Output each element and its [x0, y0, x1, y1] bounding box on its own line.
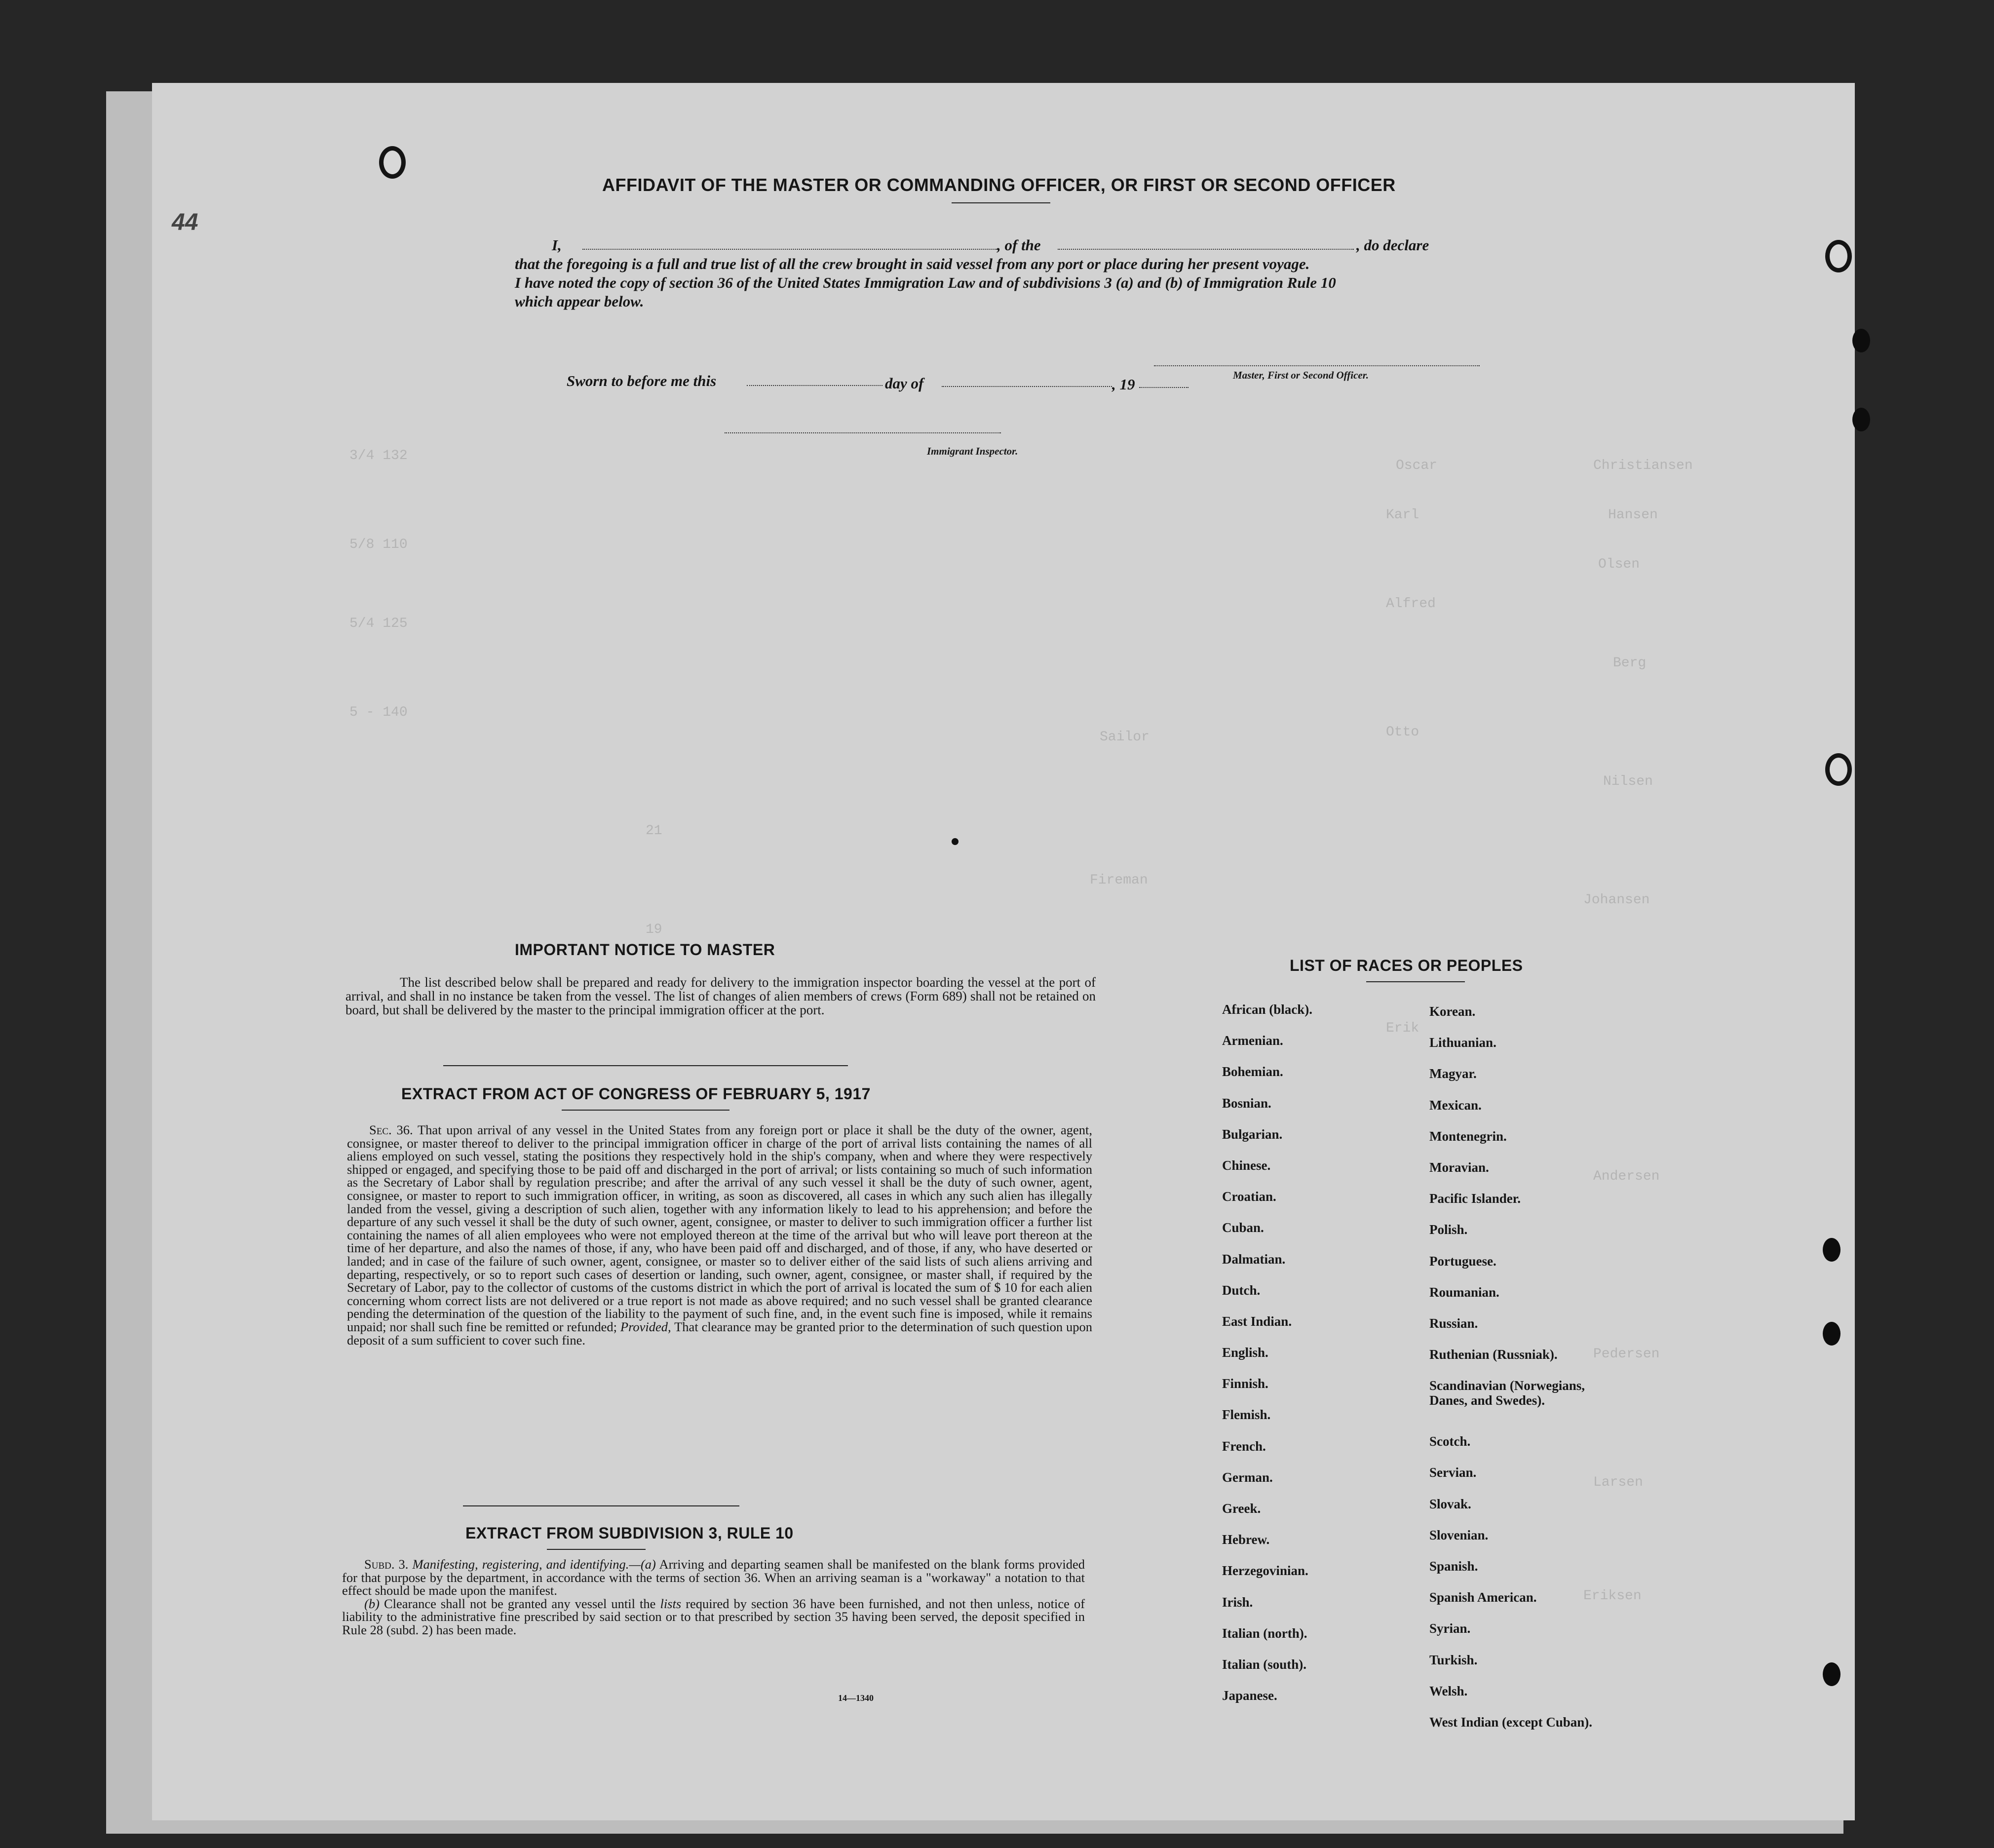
- sworn-prefix: Sworn to before me this: [567, 372, 717, 389]
- race-item: Armenian.: [1222, 1033, 1283, 1048]
- race-item: Bohemian.: [1222, 1064, 1283, 1079]
- affidavit-title: AFFIDAVIT OF THE MASTER OR COMMANDING OFFICER, OR FIRST OR SECOND OFFICER: [602, 175, 1396, 195]
- race-item: Italian (north).: [1222, 1625, 1307, 1641]
- declaration-i: I,: [552, 236, 562, 254]
- part-b-text-1: Clearance shall not be granted any vessel until the: [383, 1596, 656, 1611]
- divider: [463, 1505, 739, 1506]
- race-item: Pacific Islander.: [1429, 1191, 1521, 1206]
- section-36-text: That upon arrival of any vessel in the United States from any foreign port or place it shall be the duty of the owner, agent, consignee, or master thereof to deliver to the principal immigration officer in charge of the port of arrival lists containing the names of all aliens employed on such vessel, stating the positions they respectively hold in the ship's company, when and where they were respectively shipped or engaged, and specifying those to be paid off and discharged in the port of arrival; or lists containing so much of such information as the Secretary of Labor shall by regulation prescribe; and after the arrival of any such vessel it shall be the duty of such owner, agent, consignee, or master to report to such immigration officer, in writing, as soon as discovered, all cases in which any such alien has illegally landed from the vessel, giving a description of such alien, together with any information likely to lead to his apprehension; and before the departure of any such vessel it shall be the duty of such owner, agent, consignee, or master to deliver to such immigration officer a further list containing the names of all alien employees who were not employed thereon at the time of the arrival but who will leave port thereon at the time of her departure, and also the names of those, if any, who have been paid off and discharged, and of those, if any, who have deserted or landed; and in case of the failure of such owner, agent, consignee, or master so to deliver either of the said lists of such aliens arriving and departing, respectively, or so to report such cases of desertion or landing, such owner, agent, consignee, or master shall, if required by the Secretary of Labor, pay to the collector of customs of the customs district in which the port of arrival is located the sum of $ 10 for each alien concerning whom correct lists are not delivered or a true report is not made as above required; and no such vessel shall be granted clearance pending the determination of the question of the liability to the payment of such fine, and, in the event such fine is imposed, while it remains unpaid; nor shall such fine be remitted or refunded;: [347, 1122, 1092, 1334]
- declaration-of-the: , of the: [997, 236, 1041, 254]
- race-item: Portuguese.: [1429, 1253, 1496, 1269]
- race-item: Polish.: [1429, 1222, 1468, 1237]
- subdivision-heading: Manifesting, registering, and identifying.: [412, 1557, 629, 1572]
- race-item: Chinese.: [1222, 1157, 1271, 1173]
- section-label: Sec. 36.: [369, 1122, 413, 1137]
- race-item: Flemish.: [1222, 1407, 1271, 1423]
- divider: [547, 1549, 646, 1550]
- sworn-day-blank[interactable]: [747, 385, 882, 386]
- declaration-line-3: I have noted the copy of section 36 of the United States Immigration Law and of subdivisions 3 (a) and (b) of Immigration Rule 10: [515, 274, 1336, 291]
- divider: [952, 202, 1050, 203]
- sworn-month-blank[interactable]: [942, 386, 1112, 387]
- race-item: East Indian.: [1222, 1313, 1292, 1329]
- part-b-text-2: required by section 36 have been furnished, and not then unless, notice of liability to the administrative fine prescribed by said section or to that prescribed by section 35 having been served, the deposit specified in Rule 28 (subd. 2) has been made.: [342, 1596, 1085, 1637]
- divider: [443, 1065, 848, 1066]
- punch-hole: [379, 146, 406, 179]
- notice-title: IMPORTANT NOTICE TO MASTER: [515, 941, 775, 959]
- punch-hole: [1823, 1238, 1841, 1262]
- race-item: Scotch.: [1429, 1434, 1471, 1449]
- race-item: African (black).: [1222, 1002, 1312, 1017]
- race-item: Dutch.: [1222, 1282, 1261, 1298]
- sworn-year-blank[interactable]: [1139, 387, 1189, 388]
- margin-note: 44: [172, 209, 198, 235]
- name-blank[interactable]: [582, 249, 997, 250]
- race-item: Ruthenian (Russniak).: [1429, 1347, 1558, 1362]
- race-item: Roumanian.: [1429, 1284, 1499, 1300]
- race-item: Greek.: [1222, 1501, 1261, 1516]
- punch-hole: [1823, 1322, 1841, 1346]
- master-caption: Master, First or Second Officer.: [1233, 369, 1369, 381]
- race-item: Russian.: [1429, 1315, 1478, 1331]
- inspector-signature-blank[interactable]: [725, 432, 1001, 433]
- sworn-day-of: day of: [885, 375, 924, 392]
- ink-dot: [952, 838, 959, 845]
- rule-extract-title: EXTRACT FROM SUBDIVISION 3, RULE 10: [465, 1524, 794, 1542]
- race-item: Welsh.: [1429, 1683, 1468, 1698]
- race-item: Mexican.: [1429, 1097, 1482, 1113]
- race-item: Bosnian.: [1222, 1095, 1271, 1111]
- race-item: Herzegovinian.: [1222, 1563, 1308, 1578]
- race-item: Dalmatian.: [1222, 1251, 1286, 1267]
- races-left-column: [1222, 1002, 1312, 1719]
- races-right-column: [1429, 1004, 1607, 1746]
- part-a-label: —(a): [629, 1557, 656, 1572]
- race-item: Bulgarian.: [1222, 1126, 1283, 1142]
- part-a-text: Arriving and departing seamen shall be manifested on the blank forms provided for that purpose by the department, in accordance with the terms of section 36. When an arriving seaman is a "workaway" a notation to that effect should be made upon the manifest.: [342, 1557, 1085, 1598]
- notice-text: The list described below shall be prepared and ready for delivery to the immigration inspector boarding the vessel at the port of arrival, and shall in no instance be taken from the vessel. The list of changes of alien members of crews (Form 689) shall not be retained on board, but shall be delivered by the master to the principal immigration officer at the port.: [345, 975, 1096, 1017]
- race-item: Servian.: [1429, 1465, 1477, 1480]
- act-extract-text: [347, 1123, 1092, 1347]
- race-item: Slovak.: [1429, 1496, 1471, 1511]
- race-item: Italian (south).: [1222, 1656, 1307, 1672]
- subdivision-label: Subd. 3.: [364, 1557, 409, 1572]
- race-item: West Indian (except Cuban).: [1429, 1714, 1593, 1730]
- races-title: LIST OF RACES OR PEOPLES: [1290, 957, 1523, 974]
- divider: [562, 1110, 729, 1111]
- race-item: Lithuanian.: [1429, 1035, 1496, 1050]
- section-36-proviso: That clearance may be granted prior to the determination of such question upon deposit of a sum sufficient to cover such fine.: [347, 1319, 1093, 1348]
- provided-label: Provided,: [620, 1319, 671, 1334]
- vessel-blank[interactable]: [1058, 249, 1354, 250]
- punch-hole: [1823, 1662, 1841, 1686]
- form-number: 14—1340: [838, 1693, 874, 1703]
- sworn-year: , 19: [1112, 376, 1135, 393]
- race-item: Korean.: [1429, 1004, 1476, 1019]
- part-b-lists: lists: [660, 1596, 682, 1611]
- race-item: Syrian.: [1429, 1621, 1471, 1636]
- race-item: Scandinavian (Norwegians, Danes, and Swedes).: [1429, 1378, 1585, 1408]
- race-item: Spanish American.: [1429, 1590, 1537, 1605]
- race-item: French.: [1222, 1438, 1266, 1454]
- race-item: Finnish.: [1222, 1376, 1268, 1391]
- punch-hole: [1852, 408, 1870, 431]
- act-extract-title: EXTRACT FROM ACT OF CONGRESS OF FEBRUARY 5, 1917: [401, 1085, 871, 1103]
- punch-hole: [1825, 240, 1852, 272]
- rule-extract-text: [342, 1558, 1085, 1637]
- part-b-label: (b): [364, 1596, 380, 1611]
- race-item: German.: [1222, 1469, 1273, 1485]
- race-item: Moravian.: [1429, 1159, 1489, 1175]
- declaration-line-2: that the foregoing is a full and true list of all the crew brought in said vessel from any port or place during her present voyage.: [515, 255, 1310, 272]
- inspector-caption: Immigrant Inspector.: [927, 445, 1018, 457]
- race-item: Slovenian.: [1429, 1527, 1489, 1542]
- race-item: Japanese.: [1222, 1688, 1277, 1703]
- divider: [1366, 981, 1465, 982]
- race-item: Hebrew.: [1222, 1532, 1270, 1547]
- punch-hole: [1852, 329, 1870, 352]
- declaration-do-declare: , do declare: [1356, 236, 1429, 254]
- race-item: Montenegrin.: [1429, 1128, 1507, 1144]
- punch-hole: [1825, 753, 1852, 786]
- race-item: Magyar.: [1429, 1066, 1477, 1081]
- race-item: English.: [1222, 1345, 1268, 1360]
- master-signature-blank[interactable]: [1154, 365, 1480, 366]
- race-item: Turkish.: [1429, 1652, 1478, 1667]
- race-item: Croatian.: [1222, 1189, 1276, 1204]
- manifest-back-page: Christiansen Oscar Hansen Karl Olsen Alfred Berg Nilsen Otto Johansen Erik Andersen Pedersen Larsen Eriksen Sailor Fireman 3/4 132 5/8 110 5/4 125 5 - 140 21 19 44 AFFIDAVIT OF THE MASTER OR COMMANDING OFFICER, OR FIRST OR SECOND OFFICER I, , of the , do declare that the foregoing is a full and true list of all the crew brought in said vessel from any port or place during her present voyage. I have noted the copy of section 36 of the United States Immigration Law and of subdivisions 3 (a) and (b) of Immigration Rule 10 which appear below. Master, First or Second Officer. Sworn to before me this day of , 19 Immigrant Inspector. IMPORTANT NOTICE TO MASTER The list described below shall be prepared and ready for delivery to the immigration inspector boarding the vessel at the port of arrival, and shall in no instance be taken from the vessel. The list of changes of alien members of crews (Form 689) shall not be retained on board, but shall be delivered by the master to the principal immigration officer at the port. EXTRACT FROM ACT OF CONGRESS OF FEBRUARY 5, 1917 Sec. 36. That upon arrival of any vessel in the United States from any foreign port or place it shall be the duty of the owner, agent, consignee, or master thereof to deliver to the principal immigration officer in charge of the port of arrival lists containing the names of all aliens employed on such vessel, stating the positions they respectively hold in the ship's company, when and where they were respectively shipped or engaged, and specifying those to be paid off and discharged in the port of arrival; or lists containing so much of such information as the Secretary of Labor shall by regulation prescribe; and after the arrival of any such vessel it shall be the duty of such owner, agent, consignee, or master to report to such immigration officer, in writing, as soon as discovered, all cases in which any such alien has illegally landed from the vessel, giving a description of such alien, together with any information likely to lead to his apprehension; and before the departure of any such vessel it shall be the duty of such owner, agent, consignee, or master to deliver to such immigration officer a further list containing the names of all alien employees who were not employed thereon at the time of the arrival but who will leave port thereon at the time of her departure, and also the names of those, if any, who have been paid off and discharged, and of those, if any, who have deserted or landed; and in case of the failure of such owner, agent, consignee, or master so to deliver either of the said lists of such aliens arriving and departing, respectively, or so to report such cases of desertion or landing, such owner, agent, consignee, or master shall, if required by the Secretary of Labor, pay to the collector of customs of the customs district in which the port of arrival is located the sum of $ 10 for each alien concerning whom correct lists are not delivered or a true report is not made as above required; and no such vessel shall be granted clearance pending the determination of the question of the liability to the payment of such fine, and, in the event such fine is imposed, while it remains unpaid; nor shall such fine be remitted or refunded; Provided, That clearance may be granted prior to the determination of such question upon deposit of a sum sufficient to cover such fine. EXTRACT FROM SUBDIVISION 3, RULE 10 Subd. 3. Manifesting, registering, and identifying.—(a) Arriving and departing seamen shall be manifested on the blank forms provided for that purpose by the department, in accordance with the terms of section 36. When an arriving seaman is a "workaway" a notation to that effect should be made upon the manifest. (b) Clearance shall not be granted any vessel until the lists required by section 36 have been furnished, and not then unless, notice of liability to the administrative fine prescribed by said section or to that prescribed by section 35 having been served, the deposit specified in Rule 28 (subd. 2) has been made. 14—1340 LIST OF RACES OR PEOPLES African (black). Armenian. Bohemian. Bosnian. Bulgarian. Chinese. Croatian. Cuban. Dalmatian. Dutch. East Indian. English. Finnish. Flemish. French. German. Greek. Hebrew. Herzegovinian. Irish. Italian (north). Italian (south). Japanese. Korean. Lithuanian. Magyar. Mexican. Montenegrin. Moravian. Pacific Islander. Polish. Portuguese. Roumanian. Russian. Ruthenian (Russniak). Scandinavian (Norwegians, Danes, and Swedes). Scotch. Servian. Slovak. Slovenian. Spanish. Spanish American. Syrian. Turkish. Welsh. West Indian (except Cuban).: [152, 83, 1855, 1820]
- race-item: Irish.: [1222, 1594, 1253, 1610]
- race-item: Spanish.: [1429, 1559, 1478, 1574]
- declaration-line-4: which appear below.: [515, 293, 644, 310]
- race-item: Cuban.: [1222, 1220, 1264, 1235]
